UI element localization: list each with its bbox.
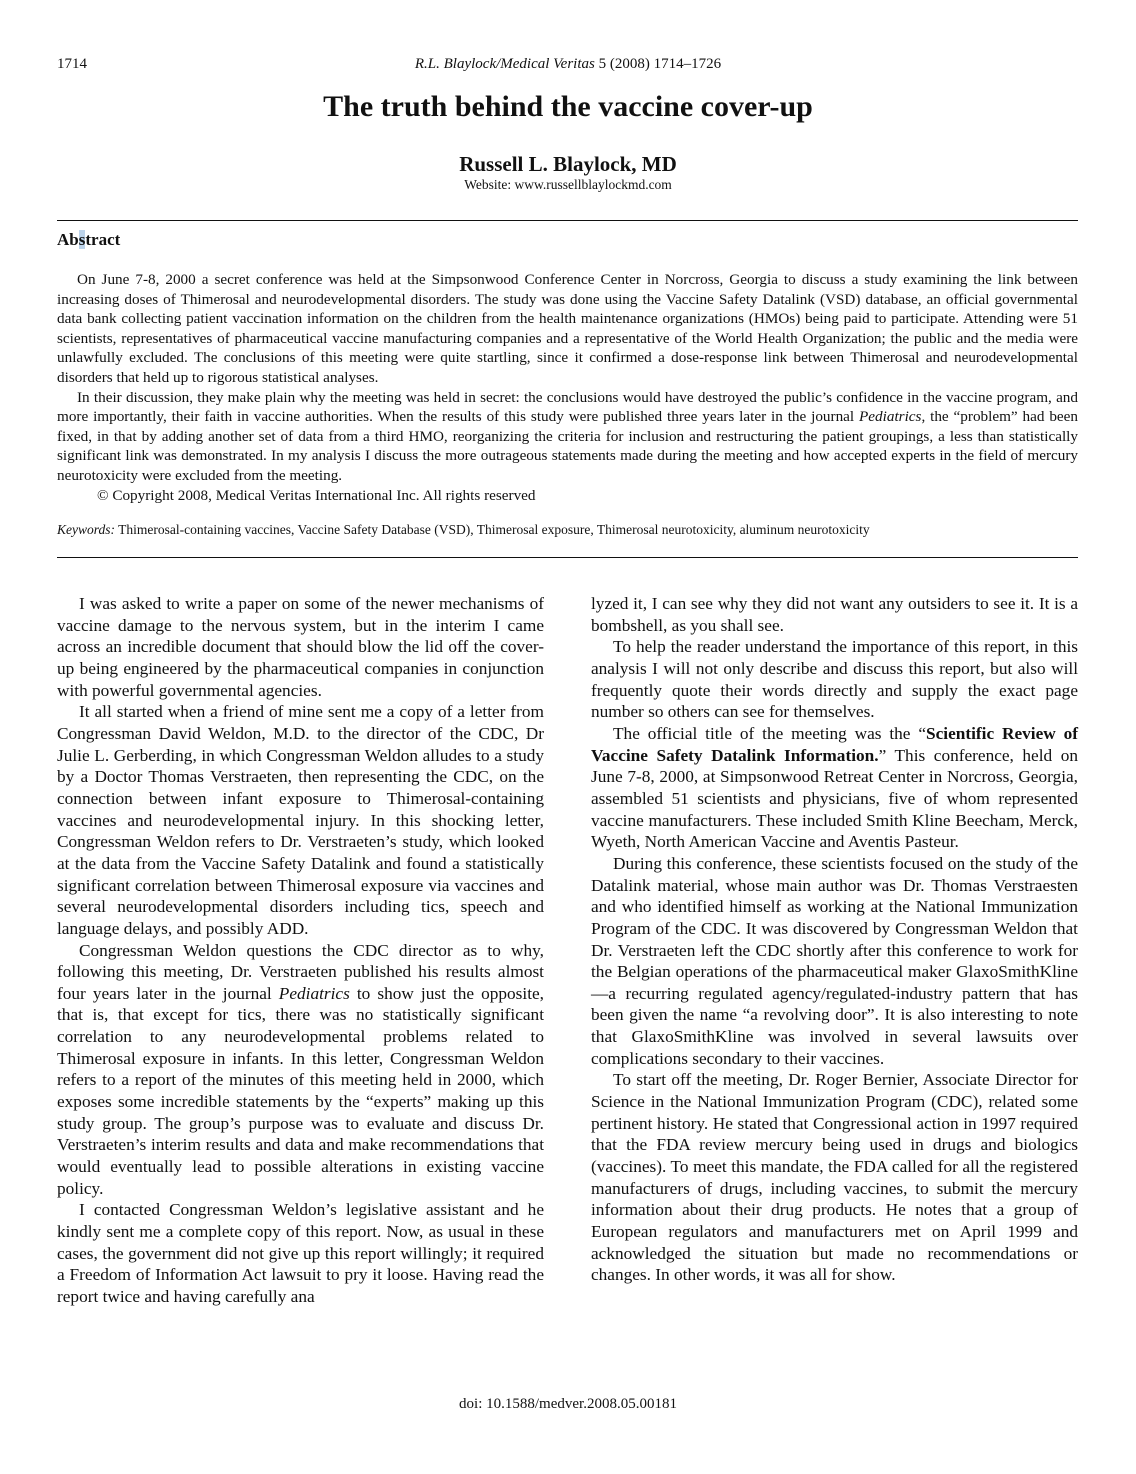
keywords — [57, 522, 1078, 538]
journal-citation — [57, 56, 1079, 73]
keywords-label: Keywords: — [57, 522, 115, 537]
abstract-paragraph-1: On June 7-8, 2000 a secret conference was held at the Simpsonwood Conference Center in Norcross, Georgia to discuss a study examining the link between increasing doses of Thimerosal and neurodevelopmental disorders. The study was done using the Vaccine Safety Datalink (VSD) database, an official governmental data bank collecting patient vaccination information on the children from the health maintenance organizations (HMOs) being paid to participate. Attending were 51 scientists, representatives of pharmaceutical vaccine manufacturing companies and a representative of the World Health Organization; the public and the media were unlawfully excluded. The conclusions of this meeting were quite startling, since it confirmed a dose-response link between Thimerosal and neurodevelopmental disorders that held up to rigorous statistical analyses. — [57, 271, 1078, 386]
abstract-p2-text: In their discussion, they make plain why the meeting was held in secret: the conclusions would have destroyed the public’s confidence in the vaccine program, and more importantly, their faith in vaccine authorities. When the results of this study were published three years later in the journal — [57, 388, 1078, 426]
author-website: Website: www.russellblaylockmd.com — [464, 177, 672, 192]
copyright-notice: © Copyright 2008, Medical Veritas International Inc. All rights reserved — [97, 486, 536, 504]
body-column-left — [57, 593, 544, 1308]
body-paragraph: To start off the meeting, Dr. Roger Bernier, Associate Director for Science in the National Immunization Program (CDC), related some pertinent history. He stated that Congressional action in 1997 required that the FDA review mercury being used in drugs and biologics (vaccines). To meet this mandate, the FDA called for all the registered manufacturers of drugs, including vaccines, to submit the mercury information about their drug products. He notes that a group of European regulators and manufacturers met on April 1999 and acknowledged the situation but made no recommendations or changes. In other words, it was all for show. — [591, 1070, 1078, 1285]
running-head — [57, 56, 1079, 78]
abstract-paragraph-2 — [57, 388, 1078, 486]
body-paragraph: During this conference, these scientists focused on the study of the Datalink material, whose main author was Dr. Thomas Verstraesten and who identified himself as working at the National Immunization Program of the CDC. It was discovered by Congressman Weldon that Dr. Verstraeten left the CDC shortly after this conference to work for the Belgian operations of the pharmaceutical maker GlaxoSmithKline—a recurring regulated agency/regulated-industry pattern that has been given the name “a revolving door”. It is also interesting to note that GlaxoSmithKline was involved in several lawsuits over complications secondary to their vaccines. — [591, 853, 1078, 1068]
top-divider — [57, 220, 1078, 221]
body-column-right — [591, 593, 1078, 1286]
author-name: Russell L. Blaylock, MD — [459, 152, 677, 176]
body-text: Congressman Weldon questions the CDC director as to why, following this meeting, Dr. Verstraeten published his results almost four years later in the journal — [57, 940, 544, 1003]
bottom-divider — [57, 557, 1078, 558]
abstract-heading-end: tract — [85, 230, 121, 249]
abstract-p2-text-end: , the “problem” had been fixed, in that by adding another set of data from a third HMO, reorganizing the criteria for inclusion and restructuring the patient groupings, a less than statistically significant link was demonstrated. In my analysis I discuss the more outrageous statements made during the meeting and how accepted experts in the field of mercury neurotoxicity were excluded from the meeting. — [57, 408, 1078, 484]
meeting-title-bold: Scientific Review of Vaccine Safety Datalink Information. — [591, 723, 1078, 765]
selection-highlight[interactable]: s — [78, 230, 86, 249]
page-number: 1714 — [57, 56, 87, 72]
body-paragraph — [591, 723, 1078, 853]
abstract-heading-start: Ab — [57, 230, 79, 249]
body-paragraph: I contacted Congressman Weldon’s legislative assistant and he kindly sent me a complete copy of this report. Now, as usual in these cases, the government did not give up this report willingly; it required a Freedom of Information Act lawsuit to pry it loose. Having read the report twice and having carefully ana — [57, 1200, 544, 1306]
abstract-heading — [57, 230, 120, 250]
abstract-body — [57, 270, 1078, 505]
journal-name-italic: Pediatrics — [278, 983, 350, 1003]
article-title: The truth behind the vaccine cover-up — [323, 90, 813, 123]
body-text: ” This conference, held on June 7-8, 2000, at Simpsonwood Retreat Center in Norcross, Georgia, assembled 51 scientists and physicians, five of whom represented vaccine manufacturers. These included Smith Kline Beecham, Merck, Wyeth, North American Vaccine and Aventis Pasteur. — [591, 745, 1079, 852]
body-text: The official title of the meeting was the “ — [613, 723, 926, 743]
journal-name: R.L. Blaylock/Medical Veritas — [414, 56, 595, 72]
body-paragraph: It all started when a friend of mine sent me a copy of a letter from Congressman David Weldon, M.D. to the director of the CDC, Dr Julie L. Gerberding, in which Congressman Weldon alludes to a study by a Doctor Thomas Verstraeten, then representing the CDC, on the connection between infant exposure to Thimerosal-containing vaccines and neurodevelopmental injury. In this shocking letter, Congressman Weldon refers to Dr. Verstraeten’s study, which looked at the data from the Vaccine Safety Datalink and found a statistically significant correlation between Thimerosal exposure via vaccines and several neurodevelopmental disorders including tics, speech and language delays, and possibly ADD. — [57, 702, 544, 938]
journal-name-italic: Pediatrics — [859, 408, 922, 426]
doi-footer: doi: 10.1588/medver.2008.05.00181 — [459, 1396, 677, 1412]
body-text: to show just the opposite, that is, that except for tics, there was no statistically significant correlation to any neurodevelopmental problems related to Thimerosal exposure in infants. In this letter, Congressman Weldon refers to a report of the minutes of this meeting held in 2000, which exposes some incredible statements by the “experts” making up this study group. The group’s purpose was to evaluate and discuss Dr. Verstraeten’s interim results and data and make recommendations that would eventually lead to possible alterations in existing vaccine policy. — [57, 983, 544, 1198]
body-paragraph: I was asked to write a paper on some of the newer mechanisms of vaccine damage to the nervous system, but in the interim I came across an incredible document that should blow the lid off the cover-up being engineered by the pharmaceutical companies in conjunction with powerful governmental agencies. — [57, 594, 544, 700]
journal-volume: 5 (2008) 1714–1726 — [594, 56, 722, 72]
body-paragraph: To help the reader understand the importance of this report, in this analysis I will not only describe and discuss this report, but also will frequently quote their words directly and supply the exact page number so others can see for themselves. — [591, 637, 1078, 722]
keywords-list: Thimerosal-containing vaccines, Vaccine Safety Database (VSD), Thimerosal exposure, Thimerosal neurotoxicity, aluminum neurotoxicity — [115, 522, 870, 537]
body-paragraph — [57, 940, 544, 1200]
body-paragraph-continued: lyzed it, I can see why they did not want any outsiders to see it. It is a bombshell, as you shall see. — [591, 594, 1078, 635]
